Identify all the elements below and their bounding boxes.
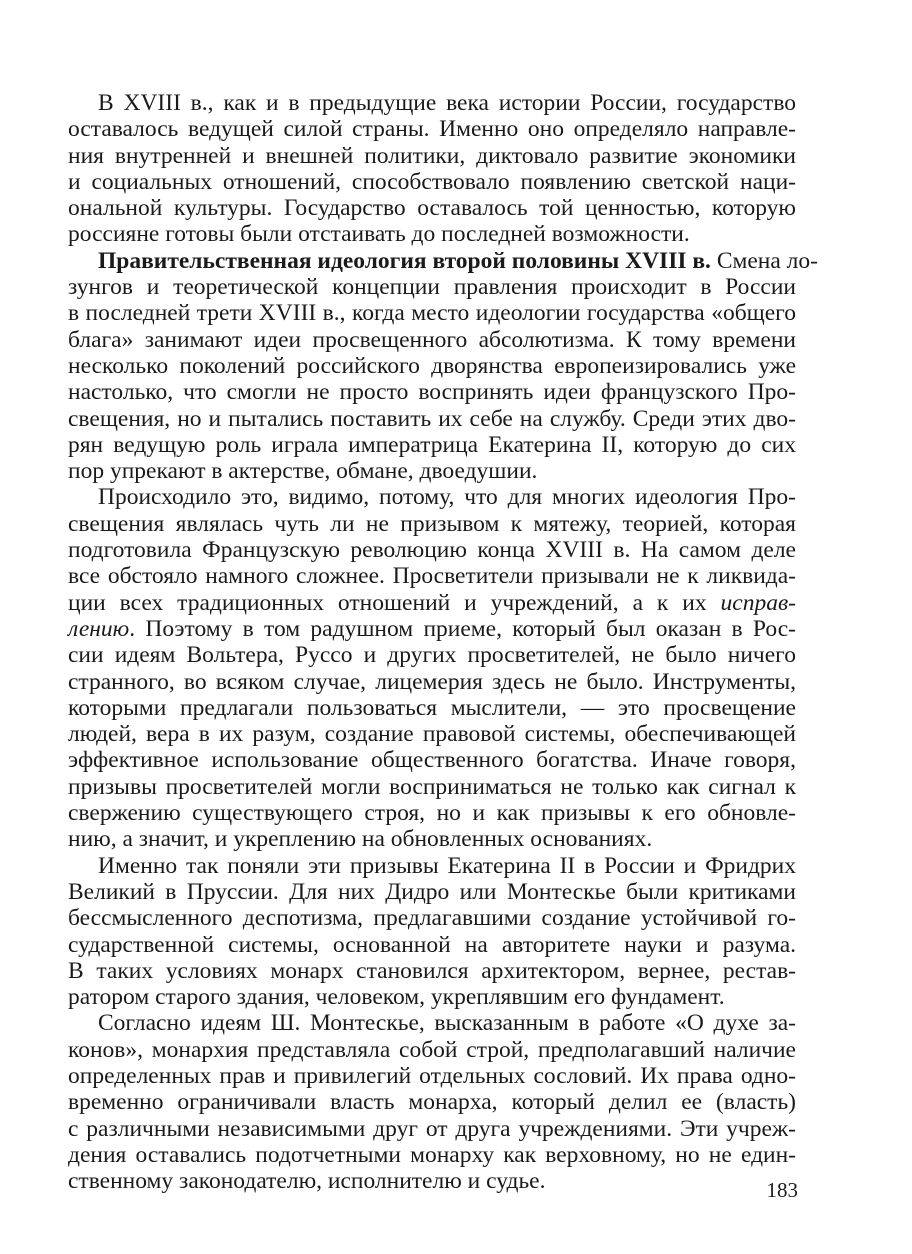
text-line: людей, вера в их разум, создание правовой системы, обеспечивающей — [68, 721, 796, 748]
page-text — [68, 90, 818, 1195]
page-number: 183 — [766, 1178, 798, 1202]
text-line: В таких условиях монарх становился архитектором, вернее, рестав- — [68, 957, 796, 984]
text-line: свещения, но и пытались поставить их себе на службу. Среди этих дво- — [68, 405, 796, 432]
text-line: несколько поколений российского дворянства европеизировались уже — [68, 352, 796, 379]
section-heading: Правительственная идеология второй половины XVIII в. — [98, 247, 711, 274]
paragraph-3 — [68, 484, 796, 852]
text-span: . Поэтому в том радушном приеме, который был оказан в Рос- — [129, 615, 796, 642]
text-span: ции всех традиционных отношений и учреждений, а к их — [68, 589, 721, 616]
text-line: свещения являлась чуть ли не призывом к мятежу, теорией, которая — [68, 510, 796, 537]
text-line: ственному законодателю, исполнителю и судье. — [68, 1168, 546, 1195]
text-line: нию, а значит, и укреплению на обновленных основаниях. — [68, 826, 653, 853]
text-line: бессмысленного деспотизма, предлагавшими создание устойчивой го- — [68, 905, 796, 932]
text-line: Великий в Пруссии. Для них Дидро или Монтескье были критиками — [68, 878, 796, 905]
text-line: настолько, что смогли не просто воспринять идеи французского Про- — [68, 379, 796, 406]
text-line: сударственной системы, основанной на авторитете науки и разума. — [68, 931, 796, 958]
text-line: ональной культуры. Государство оставалось той ценностью, которую — [68, 195, 796, 222]
text-line: пор упрекают в актерстве, обмане, двоедушии. — [68, 458, 538, 485]
text-line: которыми предлагали пользоваться мыслители, — это просвещение — [68, 694, 796, 721]
text-line: конов», монархия представляла собой строй, предполагавший наличие — [68, 1036, 796, 1063]
text-line: россияне готовы были отстаивать до последней возможности. — [68, 221, 690, 248]
text-line: в последней трети XVIII в., когда место идеологии государства «общего — [68, 300, 796, 327]
text-line: ния внутренней и внешней политики, диктовало развитие экономики — [68, 142, 796, 169]
text-line: оставалось ведущей силой страны. Именно оно определяло направле- — [68, 116, 796, 143]
paragraph-2 — [68, 247, 818, 485]
emphasis-word: лению — [68, 615, 130, 642]
text-line: В XVIII в., как и в предыдущие века истории России, государство — [98, 90, 796, 116]
text-line: ратором старого здания, человеком, укреплявшим его фундамент. — [68, 984, 725, 1011]
text-line: временно ограничивали власть монарха, который делил ее (власть) — [68, 1089, 796, 1116]
text-line: блага» занимают идеи просвещенного абсолютизма. К тому времени — [68, 326, 796, 353]
text-line: Согласно идеям Ш. Монтескье, высказанным в работе «О духе за- — [98, 1010, 796, 1037]
text-line: Происходило это, видимо, потому, что для многих идеология Про- — [98, 484, 796, 511]
text-line: зунгов и теоретической концепции правления происходит в России — [68, 274, 796, 301]
text-line: рян ведущую роль играла императрица Екатерина II, которую до сих — [68, 431, 796, 458]
text-line: призывы просветителей могли восприниматься не только как сигнал к — [68, 773, 796, 800]
emphasis-word: исправ- — [720, 589, 796, 616]
text-line — [68, 247, 818, 274]
paragraph-1 — [68, 90, 796, 248]
paragraph-5 — [68, 1010, 796, 1194]
text-line: эффективное использование общественного богатства. Иначе говоря, — [68, 747, 796, 774]
text-line: сии идеям Вольтера, Руссо и других просветителей, не было ничего — [68, 642, 796, 669]
text-line: с различными независимыми друг от друга учреждениями. Эти учреж- — [68, 1115, 796, 1142]
text-span: Смена ло- — [710, 247, 818, 274]
text-line: подготовила Французскую революцию конца XVIII в. На самом деле — [68, 537, 796, 564]
text-line: и социальных отношений, способствовало появлению светской наци- — [68, 168, 796, 195]
text-line: все обстояло намного сложнее. Просветители призывали не к ликвида- — [68, 563, 796, 590]
text-line — [68, 616, 796, 642]
text-line: дения оставались подотчетными монарху как верховному, но не един- — [68, 1141, 796, 1168]
text-line: свержению существующего строя, но и как призывы к его обновле- — [68, 800, 796, 827]
text-line: определенных прав и привилегий отдельных сословий. Их права одно- — [68, 1062, 796, 1089]
text-line: странного, во всяком случае, лицемерия здесь не было. Инструменты, — [68, 668, 796, 695]
paragraph-4 — [68, 853, 796, 1011]
text-line: Именно так поняли эти призывы Екатерина II в России и Фридрих — [98, 852, 796, 879]
text-line — [68, 590, 796, 616]
